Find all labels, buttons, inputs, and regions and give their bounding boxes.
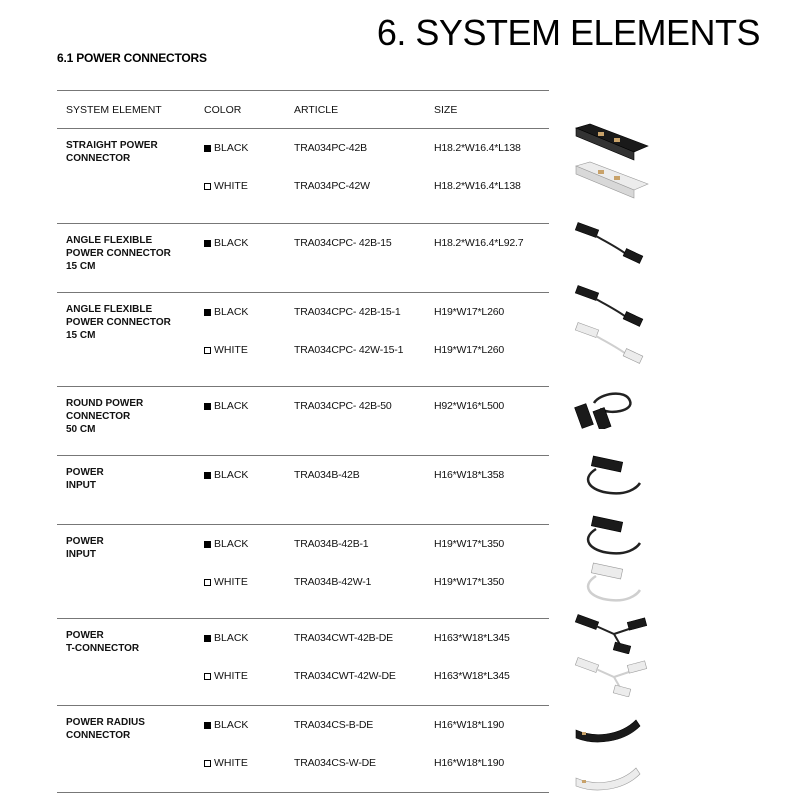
system-element-name-line: CONNECTOR [66, 730, 131, 741]
color-label: WHITE [214, 344, 248, 356]
table-row-group [57, 224, 549, 293]
color-label: BLACK [214, 469, 249, 481]
power-t-connector-black-image [570, 612, 650, 659]
article-cell: TRA034CWT-42B-DE [294, 632, 393, 644]
size-cell: H19*W17*L350 [434, 538, 504, 550]
power-radius-connector-black-image [570, 712, 650, 759]
color-label: BLACK [214, 632, 249, 644]
size-cell: H19*W17*L260 [434, 344, 504, 356]
color-swatch-icon [204, 309, 211, 316]
article-cell: TRA034CPC- 42B-15-1 [294, 306, 401, 318]
system-element-name-line: ROUND POWER [66, 398, 144, 409]
power-input-white-1-image [570, 562, 650, 609]
color-cell [204, 237, 248, 249]
header-color: COLOR [204, 104, 242, 116]
article-cell: TRA034CWT-42W-DE [294, 670, 396, 682]
system-element-name-line: POWER [66, 630, 104, 641]
size-cell: H16*W18*L190 [434, 719, 504, 731]
table-row [57, 306, 549, 320]
power-input-black-image [570, 455, 650, 502]
header-article: ARTICLE [294, 104, 339, 116]
color-label: WHITE [214, 670, 248, 682]
article-cell: TRA034B-42B-1 [294, 538, 369, 550]
table-body [57, 129, 549, 793]
color-cell [204, 344, 248, 356]
color-label: WHITE [214, 576, 248, 588]
color-swatch-icon [204, 635, 211, 642]
angle-flexible-connector-white-long-image [570, 322, 650, 369]
system-element-name-line: 50 CM [66, 424, 96, 435]
system-element-name-line: STRAIGHT POWER [66, 140, 158, 151]
color-cell [204, 719, 248, 731]
color-label: WHITE [214, 757, 248, 769]
section-title: 6.1 POWER CONNECTORS [57, 51, 207, 65]
color-cell [204, 576, 248, 588]
article-cell: TRA034B-42B [294, 469, 360, 481]
table-row [57, 757, 549, 771]
color-cell [204, 180, 248, 192]
color-label: BLACK [214, 237, 249, 249]
color-cell [204, 400, 248, 412]
system-element-name-line: POWER CONNECTOR [66, 317, 171, 328]
color-swatch-icon [204, 240, 211, 247]
table-row-group [57, 525, 549, 619]
article-cell: TRA034B-42W-1 [294, 576, 372, 588]
header-system-element: SYSTEM ELEMENT [66, 104, 162, 116]
table-row [57, 237, 549, 251]
size-cell: H18.2*W16.4*L138 [434, 180, 521, 192]
color-cell [204, 142, 248, 154]
size-cell: H92*W16*L500 [434, 400, 504, 412]
system-element-name-line: ANGLE FLEXIBLE [66, 235, 153, 246]
table-row-group [57, 706, 549, 793]
color-swatch-icon [204, 579, 211, 586]
article-cell: TRA034CS-B-DE [294, 719, 374, 731]
table-row [57, 469, 549, 483]
table-row-group [57, 619, 549, 706]
article-cell: TRA034CPC- 42W-15-1 [294, 344, 404, 356]
color-swatch-icon [204, 403, 211, 410]
color-swatch-icon [204, 145, 211, 152]
article-cell: TRA034CPC- 42B-50 [294, 400, 392, 412]
system-element-name-line: POWER CONNECTOR [66, 248, 171, 259]
size-cell: H163*W18*L345 [434, 632, 510, 644]
color-swatch-icon [204, 347, 211, 354]
system-element-name-line: INPUT [66, 549, 96, 560]
color-swatch-icon [204, 183, 211, 190]
straight-power-connector-white-image [570, 158, 650, 205]
table-row [57, 142, 549, 156]
table-row [57, 719, 549, 733]
article-cell: TRA034CS-W-DE [294, 757, 376, 769]
color-cell [204, 306, 248, 318]
color-cell [204, 538, 248, 550]
size-cell: H18.2*W16.4*L92.7 [434, 237, 524, 249]
system-element-name-line: POWER [66, 536, 104, 547]
table-row [57, 632, 549, 646]
color-swatch-icon [204, 673, 211, 680]
system-element-name-line: CONNECTOR [66, 153, 131, 164]
table-row-group [57, 456, 549, 525]
table-row [57, 400, 549, 414]
table-row [57, 670, 549, 684]
system-element-name-line: CONNECTOR [66, 411, 131, 422]
color-label: BLACK [214, 719, 249, 731]
color-label: BLACK [214, 400, 249, 412]
color-label: BLACK [214, 142, 249, 154]
table-row [57, 538, 549, 552]
system-element-name-line: POWER RADIUS [66, 717, 145, 728]
system-element-name-line: 15 CM [66, 330, 96, 341]
system-element-name-line: T-CONNECTOR [66, 643, 140, 654]
system-element-name-line: POWER [66, 467, 104, 478]
size-cell: H163*W18*L345 [434, 670, 510, 682]
article-cell: TRA034PC-42B [294, 142, 367, 154]
color-cell [204, 757, 248, 769]
table-row-group [57, 129, 549, 224]
size-cell: H19*W17*L260 [434, 306, 504, 318]
color-cell [204, 632, 248, 644]
angle-flexible-connector-black-image [570, 222, 650, 269]
power-connectors-table [57, 90, 549, 793]
color-cell [204, 469, 248, 481]
size-cell: H16*W18*L358 [434, 469, 504, 481]
system-element-name-line: ANGLE FLEXIBLE [66, 304, 153, 315]
size-cell: H16*W18*L190 [434, 757, 504, 769]
table-header [57, 90, 549, 129]
color-swatch-icon [204, 541, 211, 548]
article-cell: TRA034CPC- 42B-15 [294, 237, 392, 249]
table-row [57, 180, 549, 194]
color-swatch-icon [204, 472, 211, 479]
system-element-name-line: 15 CM [66, 261, 96, 272]
color-swatch-icon [204, 760, 211, 767]
header-size: SIZE [434, 104, 458, 116]
color-label: BLACK [214, 306, 249, 318]
color-label: WHITE [214, 180, 248, 192]
system-element-name-line: INPUT [66, 480, 96, 491]
power-input-black-1-image [570, 515, 650, 562]
page-title: 6. SYSTEM ELEMENTS [376, 12, 760, 53]
size-cell: H18.2*W16.4*L138 [434, 142, 521, 154]
color-label: BLACK [214, 538, 249, 550]
table-row [57, 344, 549, 358]
size-cell: H19*W17*L350 [434, 576, 504, 588]
color-swatch-icon [204, 722, 211, 729]
table-row-group [57, 293, 549, 387]
round-power-connector-image [570, 387, 650, 434]
table-row-group [57, 387, 549, 456]
color-cell [204, 670, 248, 682]
power-t-connector-white-image [570, 655, 650, 702]
table-row [57, 576, 549, 590]
article-cell: TRA034PC-42W [294, 180, 370, 192]
